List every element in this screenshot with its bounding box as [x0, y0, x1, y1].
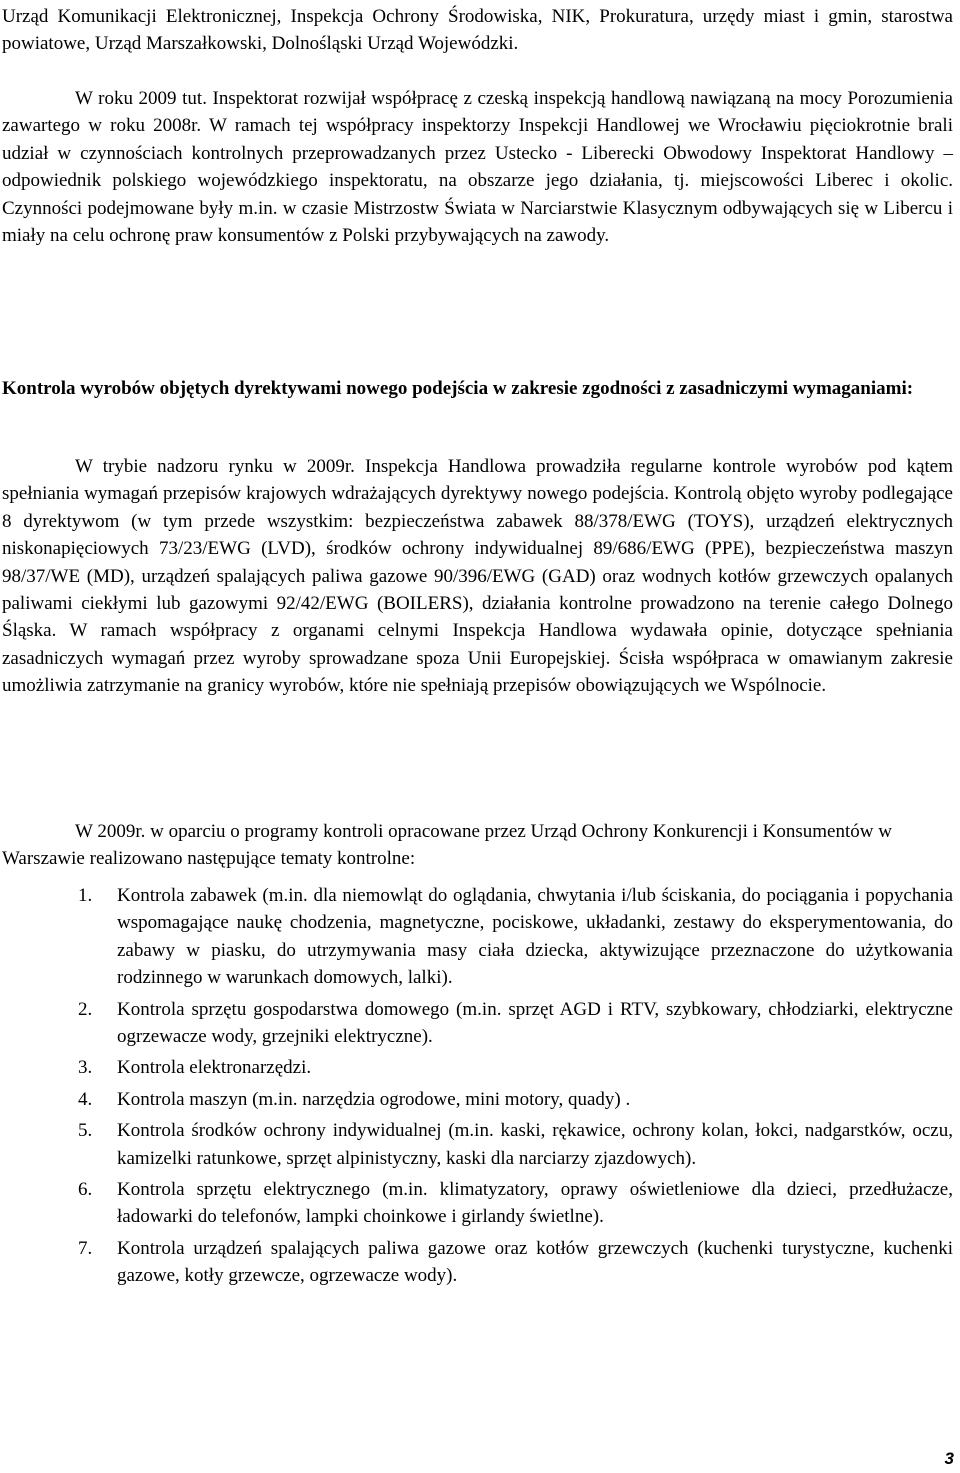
paragraph-market-surveillance: W trybie nadzoru rynku w 2009r. Inspekcja Handlowa prowadziła regularne kontrole wyrobów pod kątem spełniania wymagań przepisów krajowych wdrażających dyrektywy nowego podejścia. Kontrolą objęto wyroby podlegające 8 dyrektywom (w tym przede wszystkim: bezpieczeństwa zabawek 88/378/EWG (TOYS), urządzeń elektrycznych niskonapięciowych 73/23/EWG (LVD), środków ochrony indywidualnej 89/686/EWG (PPE), bezpieczeństwa maszyn 98/37/WE (MD), urządzeń spalających paliwa gazowe 90/396/EWG (GAD) oraz wodnych kotłów grzewczych opalanych paliwami ciekłymi lub gazowymi 92/42/EWG (BOILERS), działania kontrolne prowadzono na terenie całego Dolnego Śląska. W ramach współpracy z organami celnymi Inspekcja Handlowa wydawała opinie, dotyczące spełniania zasadniczych wymagań przez wyroby sprowadzane spoza Unii Europejskiej. Ścisła współpraca w omawianym zakresie umożliwia zatrzymanie na granicy wyrobów, które nie spełniają przepisów obowiązujących we Wspólnocie. — [2, 456, 953, 697]
list-item-number: 6. — [78, 1179, 93, 1201]
list-item-number: 1. — [78, 885, 93, 906]
control-topics-list — [0, 882, 953, 1294]
list-item-number: 4. — [78, 1088, 93, 1110]
list-item — [0, 1054, 953, 1081]
list-item — [0, 882, 953, 992]
list-item-number: 5. — [78, 1120, 93, 1142]
list-item-text: Kontrola sprzętu gospodarstwa domowego (m.in. sprzęt AGD i RTV, szybkowary, chłodziarki, elektryczne ogrzewacze wody, grzejniki elektryczne). — [117, 998, 953, 1048]
page-number: 3 — [944, 1449, 954, 1468]
list-item — [0, 1117, 953, 1172]
list-item — [0, 996, 953, 1051]
paragraph-program-intro: W 2009r. w oparciu o programy kontroli opracowane przez Urząd Ochrony Konkurencji i Konsumentów w Warszawie realizowano następujące tematy kontrolne: — [2, 821, 892, 870]
list-item — [0, 1176, 953, 1231]
list-item-text: Kontrola środków ochrony indywidualnej (m.in. kaski, rękawice, ochrony kolan, łokci, nadgarstków, oczu, kamizelki ratunkowe, sprzęt alpinistyczny, kaski dla narciarzy zjazdowych). — [117, 1120, 953, 1169]
list-item-number: 2. — [78, 998, 93, 1020]
list-item-text: Kontrola urządzeń spalających paliwa gazowe oraz kotłów grzewczych (kuchenki turystyczne, kuchenki gazowe, kotły grzewcze, ogrzewacze wody). — [117, 1237, 953, 1287]
list-item-text: Kontrola zabawek (m.in. dla niemowląt do oglądania, chwytania i/lub ściskania, do pociągania i popychania wspomagające naukę chodzenia, magnetyczne, pociskowe, układanki, zestawy do eksperymentowania, do zabawy w piasku, do utrzymywania masy ciała dziecka, aktywizujące przeznaczone do użytkowania rodzinnego w warunkach domowych, lalki). — [117, 885, 953, 989]
paragraph-czech-cooperation: W roku 2009 tut. Inspektorat rozwijał współpracę z czeską inspekcją handlową nawiązaną na mocy Porozumienia zawartego w roku 2008r. W ramach tej współpracy inspektorzy Inspekcji Handlowej we Wrocławiu pięciokrotnie brali udział w czynnościach kontrolnych przeprowadzanych przez Ustecko - Liberecki Obwodowy Inspektorat Handlowy – odpowiednik polskiego wojewódzkiego inspektoratu, na obszarze jego działania, tj. miejscowości Liberec i okolic. Czynności podejmowane były m.in. w czasie Mistrzostw Świata w Narciarstwie Klasycznym odbywających się w Libercu i miały na celu ochronę praw konsumentów z Polski przybywających na zawody. — [2, 88, 953, 247]
list-item-number: 3. — [78, 1057, 93, 1079]
list-item — [0, 1086, 953, 1113]
list-item-text: Kontrola sprzętu elektrycznego (m.in. klimatyzatory, oprawy oświetleniowe dla dzieci, przedłużacze, ładowarki do telefonów, lampki choinkowe i girlandy świetlne). — [117, 1179, 953, 1228]
list-item-text: Kontrola elektronarzędzi. — [117, 1057, 312, 1079]
paragraph-institutions: Urząd Komunikacji Elektronicznej, Inspekcja Ochrony Środowiska, NIK, Prokuratura, urzędy miast i gmin, starostwa powiatowe, Urząd Marszałkowski, Dolnośląski Urząd Wojewódzki. — [2, 6, 953, 55]
list-item — [0, 1235, 953, 1290]
section-heading: Kontrola wyrobów objętych dyrektywami nowego podejścia w zakresie zgodności z zasadniczymi wymaganiami: — [2, 378, 914, 399]
list-item-number: 7. — [78, 1237, 93, 1259]
list-item-text: Kontrola maszyn (m.in. narzędzia ogrodowe, mini motory, quady) . — [117, 1088, 631, 1110]
